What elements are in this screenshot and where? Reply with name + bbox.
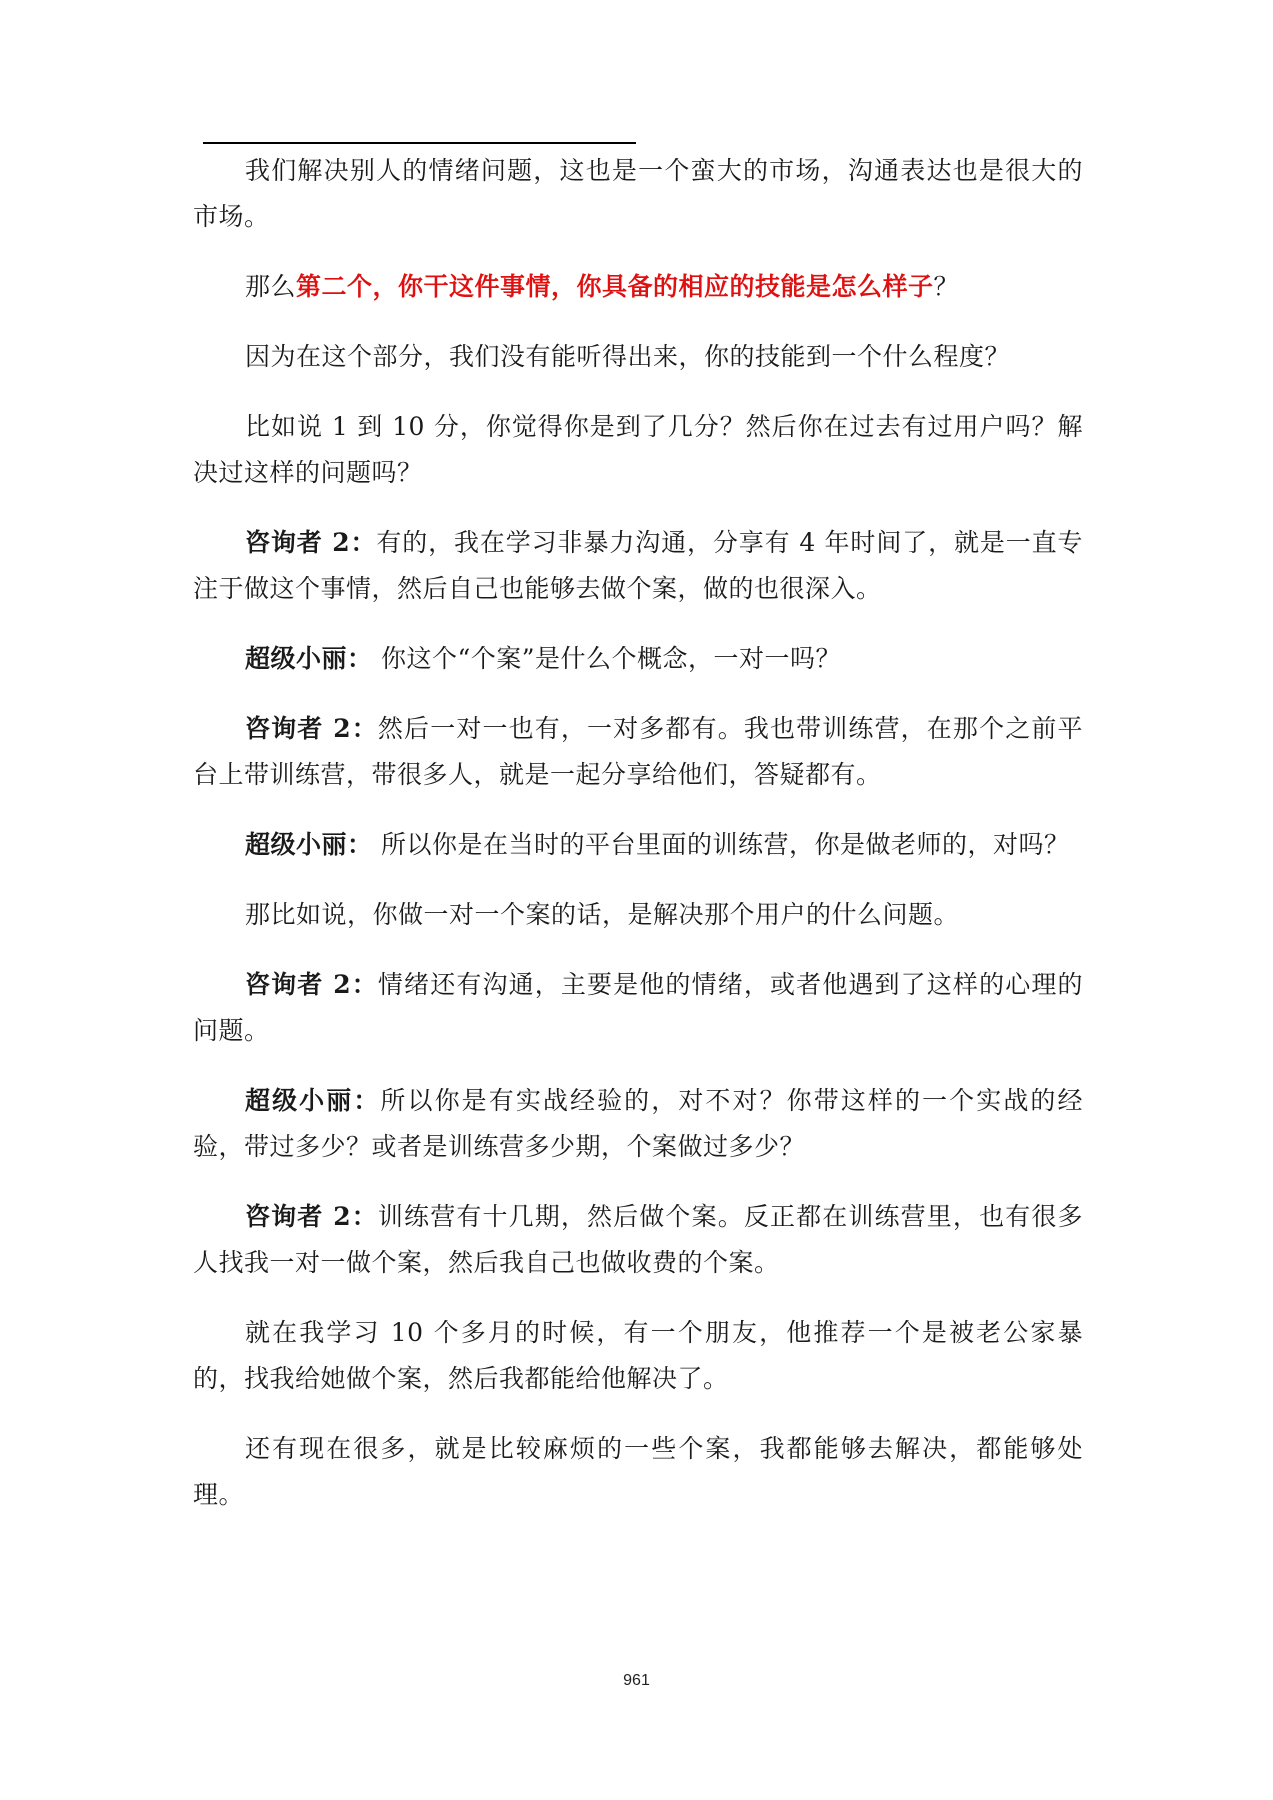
highlighted-question: 第二个，你干这件事情，你具备的相应的技能是怎么样子 — [296, 272, 934, 301]
paragraph-suffix: ？ — [933, 272, 960, 301]
dialogue-paragraph — [193, 822, 1083, 868]
paragraph-text: 就在我学习 10 个多月的时候，有一个朋友，他推荐一个是被老公家暴的，找我给她做个案，然后我都能给他解决了。 — [193, 1318, 1083, 1393]
dialogue-text: 情绪还有沟通，主要是他的情绪，或者他遇到了这样的心理的问题。 — [193, 970, 1083, 1045]
page-number: 961 — [623, 1672, 650, 1689]
speaker-label: 咨询者 2： — [245, 1202, 378, 1231]
dialogue-text: 有的，我在学习非暴力沟通，分享有 4 年时间了，就是一直专注于做这个事情，然后自己也能够去做个案，做的也很深入。 — [193, 528, 1083, 603]
dialogue-text: 训练营有十几期，然后做个案。反正都在训练营里，也有很多人找我一对一做个案，然后我自己也做收费的个案。 — [193, 1202, 1083, 1277]
speaker-label: 咨询者 2： — [245, 528, 377, 557]
dialogue-paragraph — [193, 520, 1083, 612]
speaker-label: 超级小丽： — [245, 1086, 381, 1115]
paragraph-text: 还有现在很多，就是比较麻烦的一些个案，我都能够去解决，都能够处理。 — [193, 1434, 1083, 1509]
dialogue-paragraph — [193, 962, 1083, 1054]
dialogue-paragraph — [193, 706, 1083, 798]
paragraph — [193, 404, 1083, 496]
speaker-label: 超级小丽： — [245, 830, 373, 859]
speaker-label: 超级小丽： — [245, 644, 373, 673]
paragraph-text: 我们解决别人的情绪问题，这也是一个蛮大的市场，沟通表达也是很大的市场。 — [193, 156, 1083, 231]
paragraph — [193, 334, 1083, 380]
speaker-label: 咨询者 2： — [245, 970, 378, 999]
dialogue-paragraph — [193, 636, 1083, 682]
paragraph-prefix: 那么 — [245, 272, 297, 301]
footnote-separator-rule — [203, 142, 636, 144]
dialogue-text: 然后一对一也有，一对多都有。我也带训练营，在那个之前平台上带训练营，带很多人，就是一起分享给他们，答疑都有。 — [193, 714, 1083, 789]
paragraph-text: 比如说 1 到 10 分，你觉得你是到了几分？然后你在过去有过用户吗？解决过这样的问题吗？ — [193, 412, 1083, 487]
dialogue-paragraph — [193, 1194, 1083, 1286]
paragraph — [193, 892, 1083, 938]
dialogue-text: 所以你是有实战经验的，对不对？你带这样的一个实战的经验，带过多少？或者是训练营多少期，个案做过多少？ — [193, 1086, 1083, 1161]
paragraph — [193, 1426, 1083, 1518]
speaker-label: 咨询者 2： — [245, 714, 378, 743]
dialogue-text: 你这个“个案”是什么个概念，一对一吗？ — [372, 644, 842, 673]
paragraph — [193, 1310, 1083, 1402]
paragraph — [193, 148, 1083, 240]
dialogue-paragraph — [193, 1078, 1083, 1170]
paragraph-text: 因为在这个部分，我们没有能听得出来，你的技能到一个什么程度？ — [245, 342, 1011, 371]
dialogue-text: 所以你是在当时的平台里面的训练营，你是做老师的，对吗？ — [372, 830, 1070, 859]
paragraph-text: 那比如说，你做一对一个案的话，是解决那个用户的什么问题。 — [245, 900, 960, 929]
paragraph — [193, 264, 1083, 310]
document-body — [193, 148, 1083, 1542]
